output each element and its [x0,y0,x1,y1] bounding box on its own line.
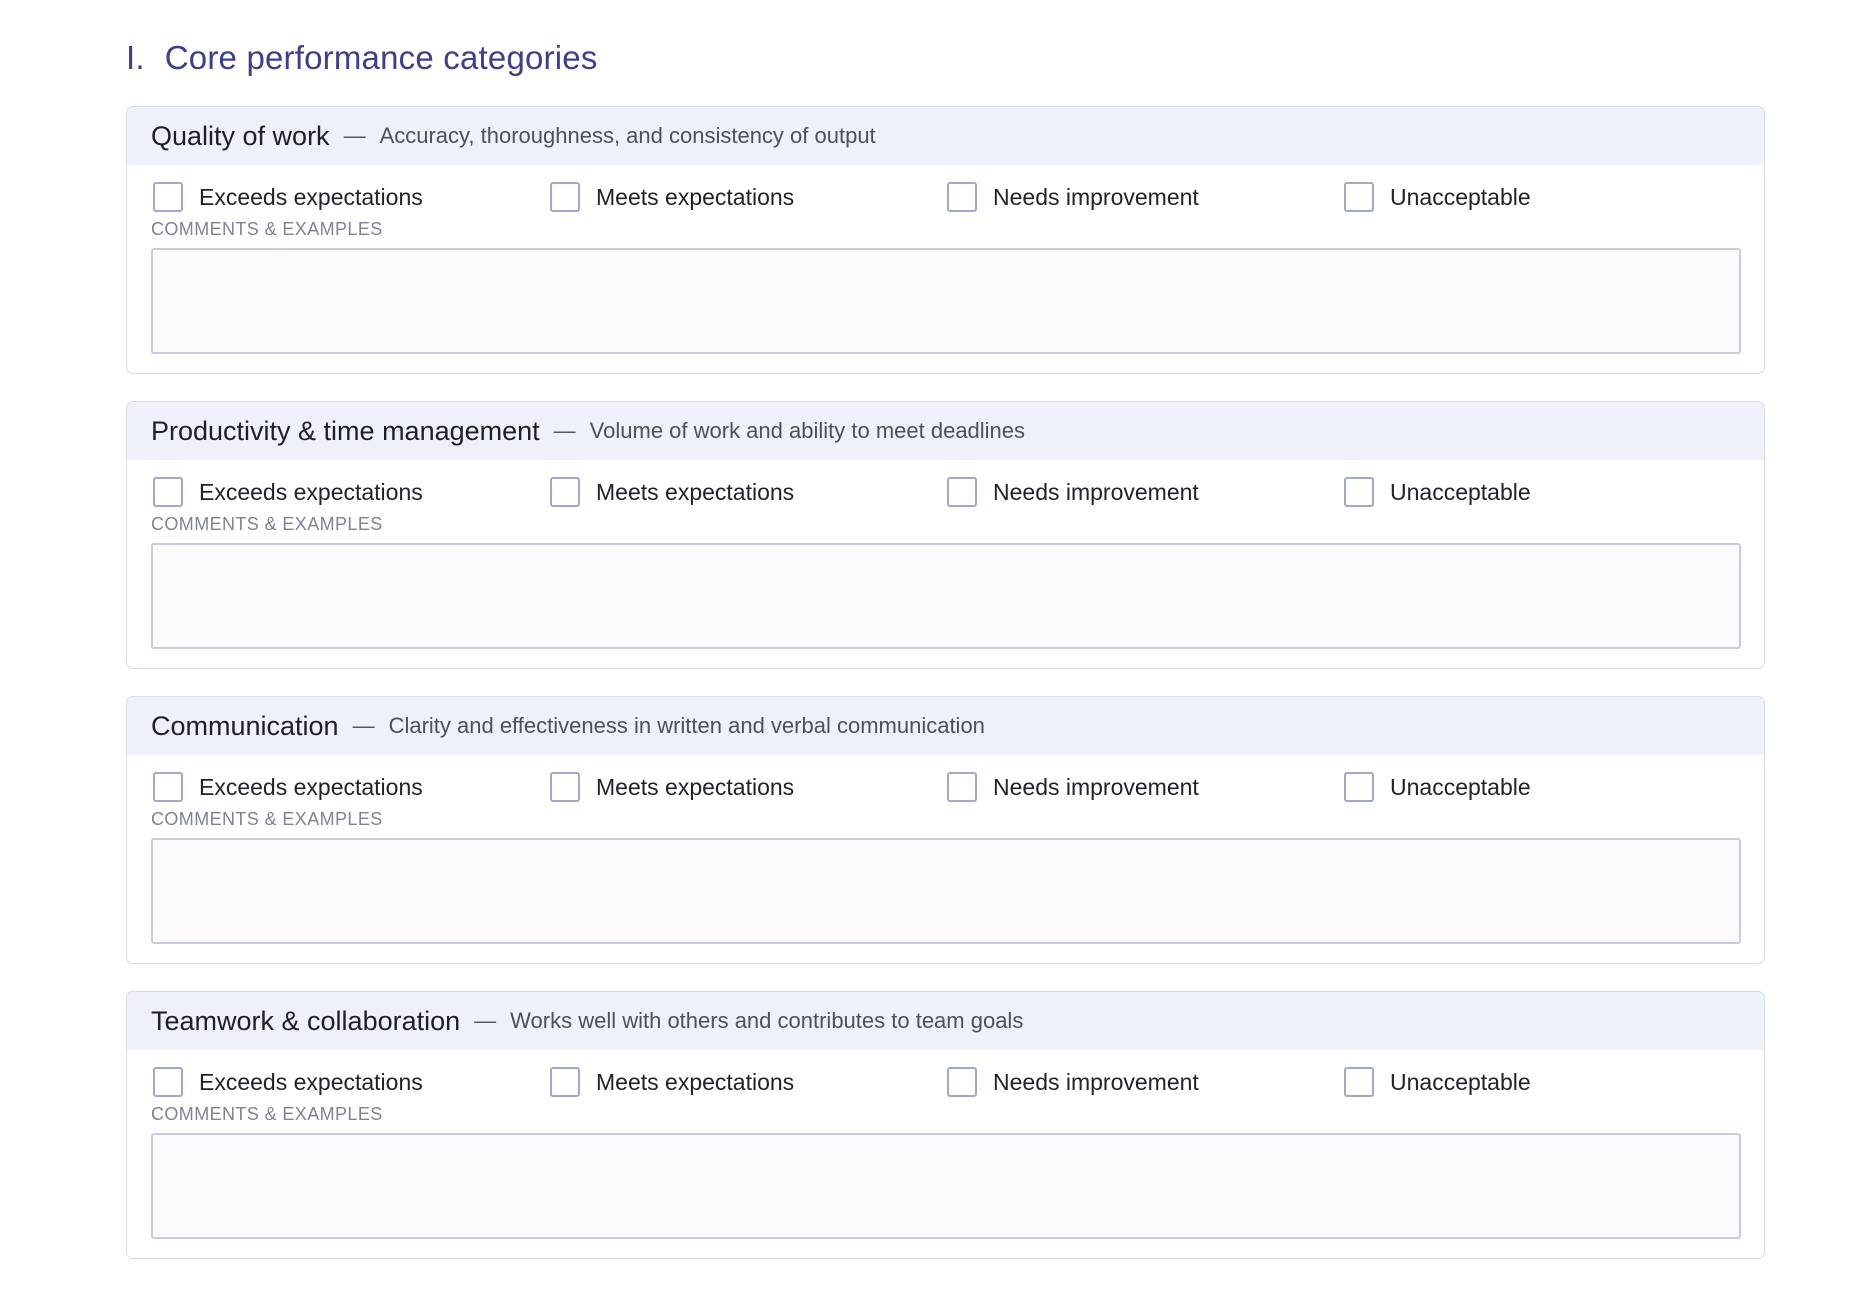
comments-textarea[interactable] [151,248,1741,354]
rating-options [127,175,1764,219]
rating-option-unacceptable[interactable] [1344,182,1741,212]
card-header [127,697,1764,755]
rating-option-unacceptable[interactable] [1344,1067,1741,1097]
card-separator: — [343,123,366,148]
checkbox[interactable] [550,182,580,212]
rating-option-meets[interactable] [550,772,947,802]
rating-options [127,765,1764,809]
card-separator: — [474,1008,497,1033]
checkbox[interactable] [153,1067,183,1097]
rating-label: Needs improvement [993,478,1199,505]
card-header [127,402,1764,460]
rating-label: Needs improvement [993,183,1199,210]
comments-label: COMMENTS & EXAMPLES [151,1104,383,1124]
card-separator: — [352,713,375,738]
card-title: Communication [151,710,339,741]
comments-label: COMMENTS & EXAMPLES [151,809,383,829]
section-numeral: I. [126,39,145,76]
card-title: Productivity & time management [151,415,540,446]
rating-label: Exceeds expectations [199,1068,423,1095]
category-card-productivity [126,401,1765,669]
checkbox[interactable] [153,772,183,802]
checkbox[interactable] [1344,477,1374,507]
rating-option-needs-improvement[interactable] [947,182,1344,212]
rating-label: Needs improvement [993,773,1199,800]
comments-textarea[interactable] [151,543,1741,649]
section-title-text: Core performance categories [164,39,598,76]
rating-label: Exceeds expectations [199,478,423,505]
comments-label: COMMENTS & EXAMPLES [151,514,383,534]
rating-option-meets[interactable] [550,1067,947,1097]
checkbox[interactable] [1344,1067,1374,1097]
card-description: Accuracy, thoroughness, and consistency of output [379,123,876,148]
card-title: Quality of work [151,120,330,151]
card-separator: — [553,418,576,443]
comments-textarea[interactable] [151,838,1741,944]
rating-label: Exceeds expectations [199,183,423,210]
rating-label: Meets expectations [596,773,795,800]
rating-label: Needs improvement [993,1068,1199,1095]
checkbox[interactable] [947,772,977,802]
rating-option-unacceptable[interactable] [1344,477,1741,507]
rating-label: Meets expectations [596,478,795,505]
rating-options [127,1060,1764,1104]
checkbox[interactable] [947,182,977,212]
comments-label: COMMENTS & EXAMPLES [151,219,383,239]
rating-label: Meets expectations [596,1068,795,1095]
rating-label: Unacceptable [1390,478,1531,505]
rating-option-needs-improvement[interactable] [947,1067,1344,1097]
category-card-communication [126,696,1765,964]
card-description: Volume of work and ability to meet deadlines [589,418,1026,443]
rating-option-meets[interactable] [550,477,947,507]
card-description: Works well with others and contributes to team goals [510,1008,1024,1033]
card-header [127,992,1764,1050]
rating-option-exceeds[interactable] [153,182,550,212]
checkbox[interactable] [947,1067,977,1097]
category-card-quality-of-work [126,106,1765,374]
section-title [126,36,598,80]
comments-textarea[interactable] [151,1133,1741,1239]
rating-option-needs-improvement[interactable] [947,772,1344,802]
rating-option-exceeds[interactable] [153,477,550,507]
card-description: Clarity and effectiveness in written and verbal communication [388,713,985,738]
card-header [127,107,1764,165]
rating-option-exceeds[interactable] [153,1067,550,1097]
category-card-teamwork [126,991,1765,1259]
rating-label: Unacceptable [1390,773,1531,800]
rating-option-needs-improvement[interactable] [947,477,1344,507]
checkbox[interactable] [550,477,580,507]
rating-label: Exceeds expectations [199,773,423,800]
rating-label: Meets expectations [596,183,795,210]
checkbox[interactable] [550,1067,580,1097]
rating-label: Unacceptable [1390,183,1531,210]
rating-options [127,470,1764,514]
card-title: Teamwork & collaboration [151,1005,461,1036]
rating-option-unacceptable[interactable] [1344,772,1741,802]
checkbox[interactable] [153,182,183,212]
checkbox[interactable] [1344,772,1374,802]
rating-option-exceeds[interactable] [153,772,550,802]
rating-label: Unacceptable [1390,1068,1531,1095]
checkbox[interactable] [550,772,580,802]
checkbox[interactable] [153,477,183,507]
checkbox[interactable] [947,477,977,507]
checkbox[interactable] [1344,182,1374,212]
rating-option-meets[interactable] [550,182,947,212]
category-list [126,106,1765,1286]
